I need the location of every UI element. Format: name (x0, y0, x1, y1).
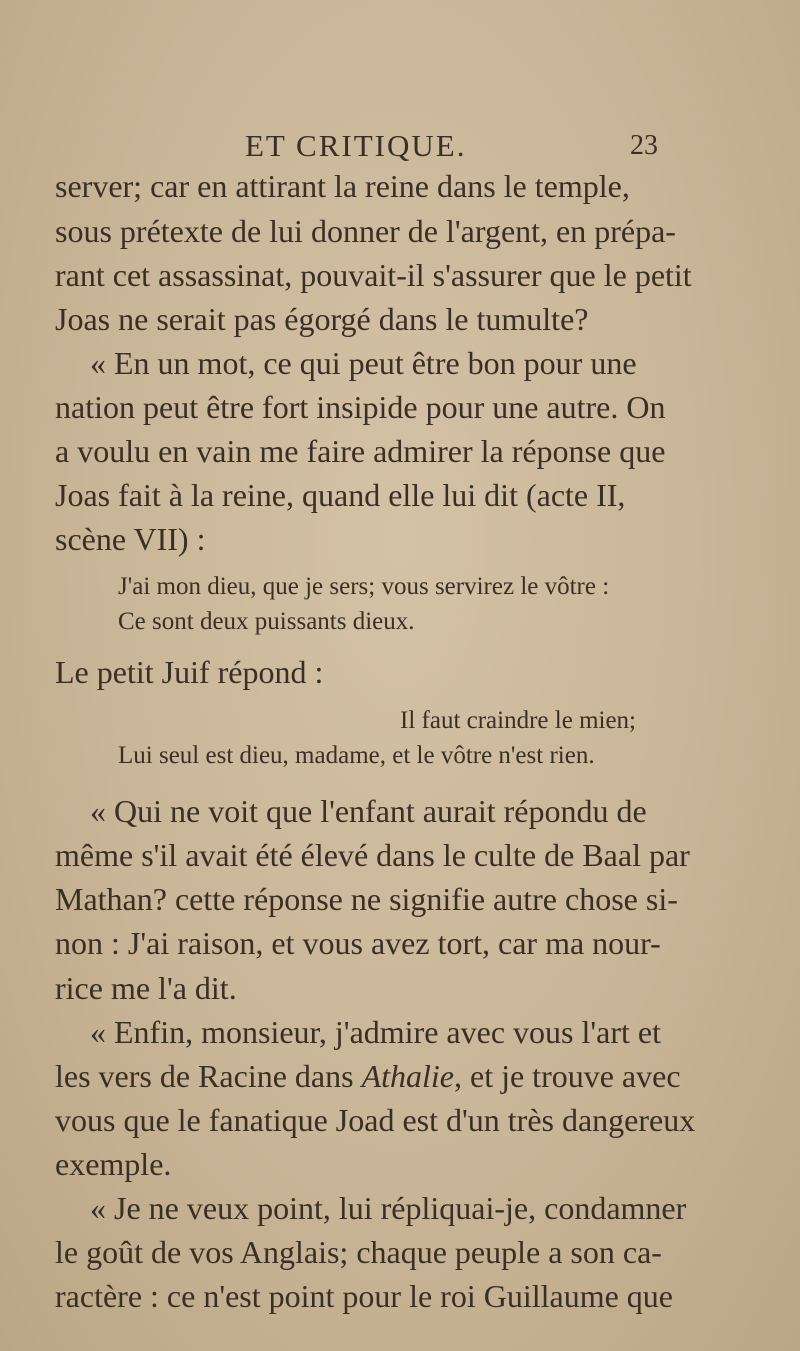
verse-line: Lui seul est dieu, madame, et le vôtre n'est rien. (118, 741, 595, 769)
text-line: « Je ne veux point, lui répliquai-je, condamner (90, 1190, 687, 1227)
page-number: 23 (630, 130, 658, 161)
text-line: « Qui ne voit que l'enfant aurait répondu de (90, 793, 647, 830)
verse-line: Ce sont deux puissants dieux. (118, 607, 415, 635)
text-span: , et je trouve avec (453, 1057, 681, 1094)
text-line: vous que le fanatique Joad est d'un très dangereux (55, 1101, 696, 1138)
running-head: ET CRITIQUE. (245, 128, 467, 163)
verse-line: J'ai mon dieu, que je sers; vous servirez le vôtre : (118, 572, 610, 600)
text-line: Joas ne serait pas égorgé dans le tumulte? (55, 300, 589, 337)
text-line: non : J'ai raison, et vous avez tort, car ma nour- (55, 925, 661, 962)
text-line: rice me l'a dit. (55, 969, 237, 1006)
text-line: a voulu en vain me faire admirer la réponse que (55, 433, 666, 470)
text-line: ractère : ce n'est point pour le roi Guillaume que (55, 1278, 673, 1315)
text-line: nation peut être fort insipide pour une autre. On (55, 388, 666, 425)
text-line: le goût de vos Anglais; chaque peuple a son ca- (55, 1234, 662, 1271)
text-line: server; car en attirant la reine dans le temple, (55, 168, 630, 205)
text-line: Joas fait à la reine, quand elle lui dit (acte II, (55, 477, 626, 514)
text-line: « En un mot, ce qui peut être bon pour une (90, 344, 637, 381)
page-header (220, 128, 720, 172)
text-line: scène VII) : (55, 521, 206, 558)
text-line: même s'il avait été élevé dans le culte de Baal par (55, 837, 690, 874)
text-line (55, 1056, 681, 1096)
text-line: exemple. (55, 1145, 172, 1182)
text-line: Mathan? cette réponse ne signifie autre chose si- (55, 881, 678, 918)
text-span: les vers de Racine dans (55, 1057, 362, 1094)
text-line: sous prétexte de lui donner de l'argent, en prépa- (55, 212, 676, 249)
verse-line: Il faut craindre le mien; (400, 706, 636, 734)
text-line: « Enfin, monsieur, j'admire avec vous l'art et (90, 1013, 661, 1050)
text-line: rant cet assassinat, pouvait-il s'assurer que le petit (55, 256, 692, 293)
text-line: Le petit Juif répond : (55, 653, 324, 690)
work-title: Athalie (361, 1057, 454, 1094)
